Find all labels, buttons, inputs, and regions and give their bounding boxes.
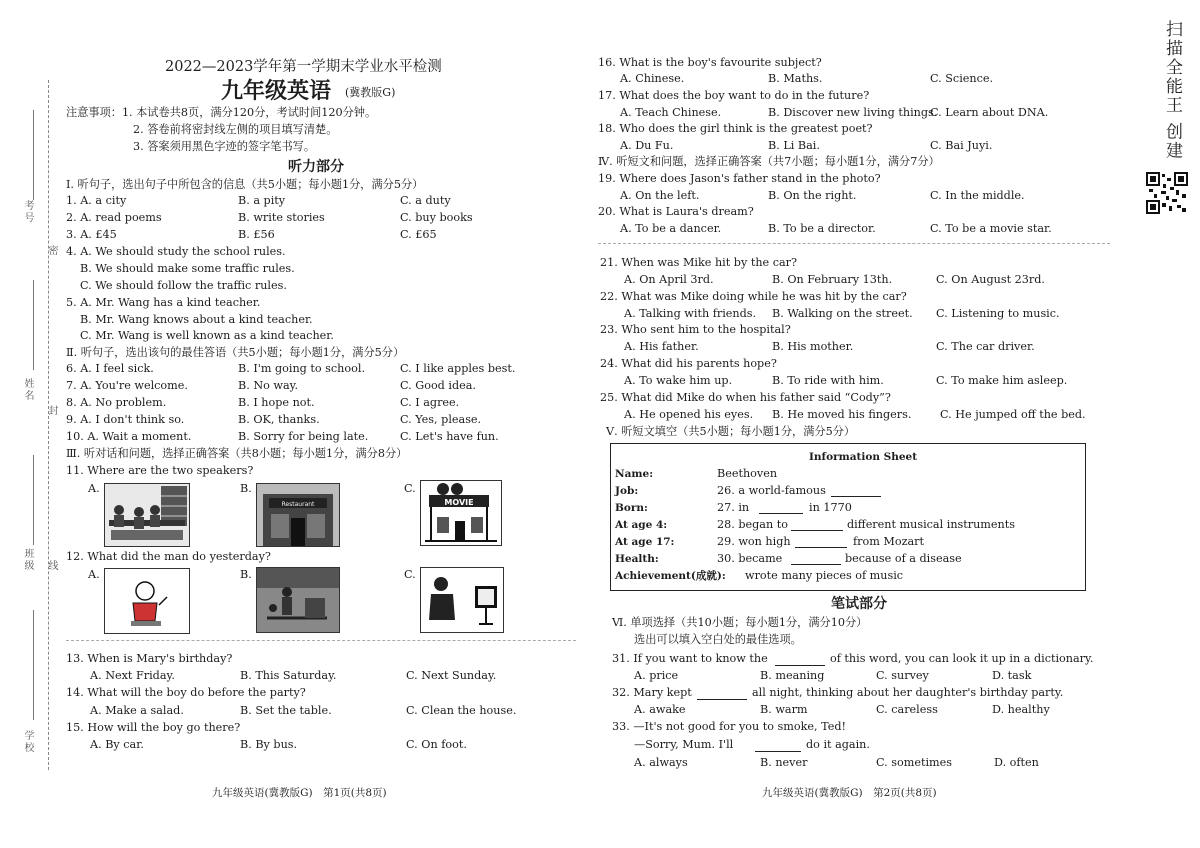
q19-option-a: A. On the left. [620,189,700,202]
divider-line [66,640,576,641]
q25-option-a: A. He opened his eyes. [624,408,754,421]
q7-option-b: B. No way. [238,379,299,392]
q14-stem: 14. What will the boy do before the party? [66,686,306,699]
q6-option-c: C. I like apples best. [400,362,516,375]
section-1-title: Ⅰ. 听句子，选出句子中所包含的信息（共5小题；每小题1分，满分5分） [66,178,424,191]
q3-option-c: C. £65 [400,228,437,241]
q12-pic-a-label: A. [88,568,100,581]
q31-option-a: A. price [634,669,679,682]
q18-option-b: B. Li Bai. [768,139,820,152]
info-row-age4-label: At age 4: [615,519,668,531]
q5-option-b: B. Mr. Wang knows about a kind teacher. [80,313,313,326]
q31-option-d: D. task [992,669,1032,682]
q23-stem: 23. Who sent him to the hospital? [600,323,791,336]
binding-label-xian: 线 [46,560,57,572]
q1-option-c: C. a duty [400,194,451,207]
q12-stem: 12. What did the man do yesterday? [66,550,271,563]
fill-line-name [33,280,34,370]
note-1: 注意事项：1. 本试卷共8页，满分120分，考试时间120分钟。 [66,106,377,119]
q14-option-c: C. Clean the house. [406,704,517,717]
q2-option-a: 2. A. read poems [66,211,162,224]
q23-option-b: B. His mother. [772,340,854,353]
info-row-name-label: Name: [615,468,654,480]
q25-stem: 25. What did Mike do when his father said “Cody”? [600,391,891,404]
q31-stem-a: 31. If you want to know the [612,652,768,665]
info-row-achievement-value: wrote many pieces of music [745,569,904,582]
info-row-age17-label: At age 17: [615,536,675,548]
q17-option-a: A. Teach Chinese. [620,106,722,119]
q21-option-b: B. On February 13th. [772,273,893,286]
subject-title: 九年级英语 [221,79,332,104]
q25-option-b: B. He moved his fingers. [772,408,912,421]
info-row-age4-post: different musical instruments [847,518,1015,531]
q21-option-c: C. On August 23rd. [936,273,1045,286]
info-row-age4-text: 28. began to [717,518,788,531]
binding-label-feng: 封 [46,405,57,417]
q6-option-a: 6. A. I feel sick. [66,362,154,375]
q19-option-c: C. In the middle. [930,189,1025,202]
fill-line-school [33,610,34,720]
q32-blank[interactable] [697,688,747,700]
q20-option-a: A. To be a dancer. [620,222,722,235]
q16-option-c: C. Science. [930,72,994,85]
q12-picture-b-gym [256,567,340,633]
note-2: 2. 答卷前将密封线左侧的项目填写清楚。 [133,123,338,136]
q13-stem: 13. When is Mary's birthday? [66,652,233,665]
info-row-born-post: in 1770 [809,501,852,514]
fill-line-exam-no [33,110,34,200]
blank-26[interactable] [831,485,881,497]
q33-option-d: D. often [994,756,1039,769]
info-sheet-title: Information Sheet [809,451,918,463]
q7-option-c: C. Good idea. [400,379,476,392]
q24-option-a: A. To wake him up. [624,374,733,387]
q23-option-c: C. The car driver. [936,340,1035,353]
svg-text:Restaurant: Restaurant [281,501,315,508]
q23-option-a: A. His father. [624,340,699,353]
section-3-title: Ⅲ. 听对话和问题，选择正确答案（共8小题；每小题1分，满分8分） [66,447,408,460]
info-row-health-label: Health: [615,553,659,565]
q32-option-a: A. awake [634,703,686,716]
q24-option-c: C. To make him asleep. [936,374,1068,387]
q14-option-b: B. Set the table. [240,704,332,717]
q16-option-b: B. Maths. [768,72,823,85]
q18-option-c: C. Bai Juyi. [930,139,993,152]
q12-picture-a-eating [104,568,190,634]
q6-option-b: B. I'm going to school. [238,362,365,375]
q33-option-b: B. never [760,756,808,769]
q31-blank[interactable] [775,654,825,666]
q21-stem: 21. When was Mike hit by the car? [600,256,797,269]
svg-text:MOVIE: MOVIE [444,498,474,507]
q8-option-b: B. I hope not. [238,396,315,409]
q12-pic-b-label: B. [240,568,252,581]
q11-picture-a-library [104,483,190,547]
q11-pic-a-label: A. [88,482,100,495]
binding-label-school: 学校 [22,730,33,754]
q32-stem-b: all night, thinking about her daughter's birthday party. [752,686,1064,699]
qr-code-icon [1146,172,1188,214]
q11-picture-c-cinema [420,480,502,546]
scanner-watermark: 扫描全能王 创建 [1162,20,1182,161]
q33-line-1: 33. —It's not good for you to smoke, Ted! [612,720,847,733]
binding-label-mi: 密 [46,245,57,257]
q16-option-a: A. Chinese. [620,72,685,85]
q32-option-c: C. careless [876,703,938,716]
info-row-born-label: Born: [615,502,648,514]
info-row-born-text: 27. in [717,501,750,514]
q4-option-a: 4. A. We should study the school rules. [66,245,286,258]
q12-pic-c-label: C. [404,568,416,581]
q1-option-a: 1. A. a city [66,194,127,207]
q2-option-b: B. write stories [238,211,325,224]
fill-line-class [33,455,34,545]
q17-option-b: B. Discover new living things. [768,106,938,119]
q32-option-d: D. healthy [992,703,1050,716]
q3-option-a: 3. A. £45 [66,228,117,241]
q10-option-c: C. Let's have fun. [400,430,499,443]
blank-28[interactable] [791,519,843,531]
q10-option-b: B. Sorry for being late. [238,430,369,443]
exam-title-line: 2022—2023学年第一学期末学业水平检测 [165,59,442,75]
q4-option-c: C. We should follow the traffic rules. [80,279,287,292]
q2-option-c: C. buy books [400,211,473,224]
writing-heading: 笔试部分 [831,596,887,612]
section-2-title: Ⅱ. 听句子，选出该句的最佳答语（共5小题；每小题1分，满分5分） [66,346,405,359]
q16-stem: 16. What is the boy's favourite subject? [598,56,822,69]
section-6-instruction: 选出可以填入空白处的最佳选项。 [634,633,802,646]
q17-stem: 17. What does the boy want to do in the future? [598,89,870,102]
q22-option-c: C. Listening to music. [936,307,1060,320]
q20-option-b: B. To be a director. [768,222,876,235]
q33-line-2a: —Sorry, Mum. I'll [634,738,734,751]
q33-line-2b: do it again. [806,738,870,751]
q11-picture-b-restaurant [256,483,340,547]
info-row-health-post: because of a disease [845,552,962,565]
q20-stem: 20. What is Laura's dream? [598,205,754,218]
q21-option-a: A. On April 3rd. [624,273,714,286]
q19-option-b: B. On the right. [768,189,857,202]
q9-option-b: B. OK, thanks. [238,413,320,426]
q15-option-b: B. By bus. [240,738,298,751]
seal-line [48,80,49,770]
section-6-title: Ⅵ. 单项选择（共10小题；每小题1分，满分10分） [612,616,868,629]
q33-blank[interactable] [755,740,801,752]
section-5-title: Ⅴ. 听短文填空（共5小题；每小题1分，满分5分） [606,425,856,438]
q15-option-a: A. By car. [90,738,144,751]
q32-stem-a: 32. Mary kept [612,686,692,699]
q13-option-c: C. Next Sunday. [406,669,497,682]
q20-option-c: C. To be a movie star. [930,222,1052,235]
q22-stem: 22. What was Mike doing while he was hit by the car? [600,290,907,303]
q5-option-c: C. Mr. Wang is well known as a kind teacher. [80,329,334,342]
q19-stem: 19. Where does Jason's father stand in the photo? [598,172,881,185]
q22-option-b: B. Walking on the street. [772,307,913,320]
page1-footer: 九年级英语(冀教版G) 第1页(共8页) [212,787,387,799]
q4-option-b: B. We should make some traffic rules. [80,262,295,275]
q8-option-c: C. I agree. [400,396,460,409]
q15-stem: 15. How will the boy go there? [66,721,241,734]
q1-option-b: B. a pity [238,194,286,207]
info-row-health-text: 30. became [717,552,783,565]
note-3: 3. 答案须用黑色字迹的签字笔书写。 [133,140,316,153]
info-row-age17-post: from Mozart [853,535,924,548]
info-row-age17-text: 29. won high [717,535,791,548]
q11-stem: 11. Where are the two speakers? [66,464,254,477]
information-sheet [610,443,1086,591]
q10-option-a: 10. A. Wait a moment. [66,430,192,443]
edition-label: (冀教版G) [345,86,396,99]
blank-27[interactable] [759,502,803,514]
q12-picture-c-watching-tv [420,567,504,633]
q9-option-a: 9. A. I don't think so. [66,413,185,426]
q18-option-a: A. Du Fu. [620,139,674,152]
q11-pic-c-label: C. [404,482,416,495]
q18-stem: 18. Who does the girl think is the greatest poet? [598,122,873,135]
q32-option-b: B. warm [760,703,808,716]
binding-label-name: 姓名 [22,378,33,402]
q24-stem: 24. What did his parents hope? [600,357,777,370]
q13-option-a: A. Next Friday. [90,669,175,682]
page2-footer: 九年级英语(冀教版G) 第2页(共8页) [762,787,937,799]
q8-option-a: 8. A. No problem. [66,396,167,409]
section-4-title: Ⅳ. 听短文和问题，选择正确答案（共7小题；每小题1分，满分7分） [598,155,940,168]
q11-pic-b-label: B. [240,482,252,495]
binding-label-exam-no: 考号 [22,200,33,224]
q14-option-a: A. Make a salad. [90,704,184,717]
binding-label-class: 班级 [22,548,33,572]
q33-option-a: A. always [634,756,688,769]
q31-stem-b: of this word, you can look it up in a dictionary. [830,652,1094,665]
q31-option-b: B. meaning [760,669,825,682]
q13-option-b: B. This Saturday. [240,669,337,682]
q17-option-c: C. Learn about DNA. [930,106,1049,119]
q25-option-c: C. He jumped off the bed. [940,408,1086,421]
q15-option-c: C. On foot. [406,738,467,751]
q22-option-a: A. Talking with friends. [624,307,757,320]
info-row-job-label: Job: [615,485,639,497]
q5-option-a: 5. A. Mr. Wang has a kind teacher. [66,296,261,309]
q3-option-b: B. £56 [238,228,275,241]
q24-option-b: B. To ride with him. [772,374,884,387]
q31-option-c: C. survey [876,669,929,682]
blank-30[interactable] [791,553,841,565]
info-row-name-value: Beethoven [717,467,778,480]
q9-option-c: C. Yes, please. [400,413,482,426]
q7-option-a: 7. A. You're welcome. [66,379,188,392]
listening-heading: 听力部分 [288,159,344,175]
q33-option-c: C. sometimes [876,756,953,769]
info-row-job-text: 26. a world-famous [717,484,826,497]
blank-29[interactable] [795,536,847,548]
divider-line [598,243,1110,244]
info-row-achievement-label: Achievement(成就): [615,570,726,582]
